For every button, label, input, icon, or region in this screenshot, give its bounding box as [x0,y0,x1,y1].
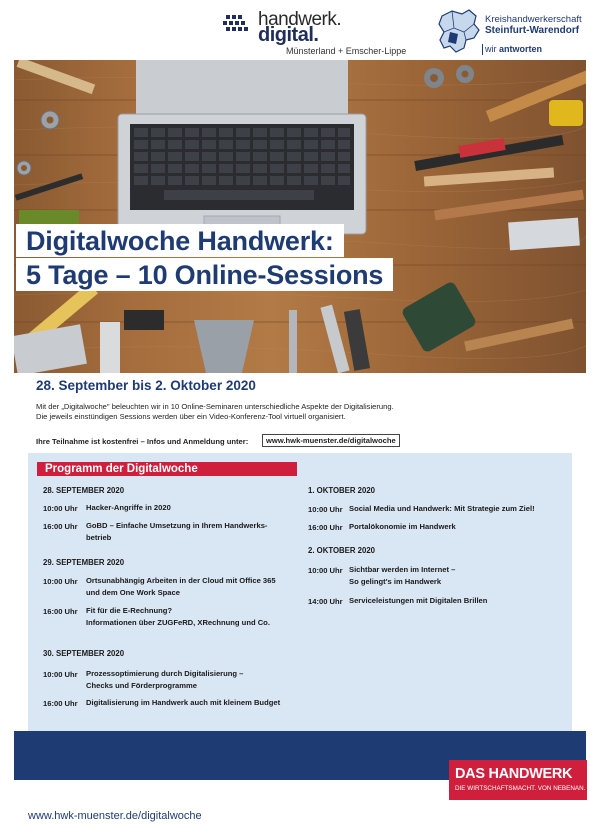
footer-url[interactable]: www.hwk-muenster.de/digitalwoche [28,810,202,822]
date-range: 28. September bis 2. Oktober 2020 [36,378,256,393]
kreishandwerkerschaft-logo [436,8,596,58]
kh-slogan: wir antworten [485,44,543,54]
day-heading: 30. SEPTEMBER 2020 [43,649,125,658]
session-title: Ortsunabhängig Arbeiten in der Cloud mit Office 365 [86,576,276,585]
session-time: 14:00 Uhr [308,597,343,606]
das-handwerk-logo [449,760,587,800]
handwerk-digital-logo [222,9,422,57]
session-title: Sichtbar werden im Internet – [349,565,456,574]
hero-image [14,60,586,373]
session-title-cont: So gelingt's im Handwerk [349,577,442,586]
hd-subtitle: Münsterland + Emscher-Lippe [286,46,407,56]
headline-line2: 5 Tage – 10 Online-Sessions [16,258,393,291]
session-title: Serviceleistungen mit Digitalen Brillen [349,596,488,605]
kh-divider [482,44,483,55]
session-title: Social Media und Handwerk: Mit Strategie zum Ziel! [349,504,535,513]
session-title: GoBD – Einfache Umsetzung in Ihrem Handwerks- [86,521,268,530]
session-title: Fit für die E-Rechnung? [86,606,173,615]
day-heading: 29. SEPTEMBER 2020 [43,558,125,567]
workbench-illustration [14,60,586,373]
session-title-cont: Informationen über ZUGFeRD, XRechnung und Co. [86,618,270,627]
session-title: Digitalisierung im Handwerk auch mit kleinem Budget [86,698,281,707]
session-time: 10:00 Uhr [43,670,78,679]
day-heading: 1. OKTOBER 2020 [308,486,376,495]
intro-paragraph-1: Mit der „Digitalwoche" beleuchten wir in 10 Online-Seminaren unterschiedliche Aspekte der Digitalisierung. [36,402,394,411]
session-title-cont: betrieb [86,533,112,542]
session-title-cont: Checks und Förderprogramme [86,681,197,690]
session-time: 10:00 Uhr [43,504,78,513]
hd-title-line1: handwerk. [258,9,342,30]
program-title: Programm der Digitalwoche [37,462,297,476]
intro-paragraph-2: Die jeweils einstündigen Sessions werden über ein Video-Konferenz-Tool virtuell organisiert. [36,412,346,421]
headline-line1: Digitalwoche Handwerk: [16,224,344,257]
registration-text: Ihre Teilnahme ist kostenfrei – Infos und Anmeldung unter: [36,437,249,446]
registration-link[interactable]: www.hwk-muenster.de/digitalwoche [262,434,400,447]
handwerk-digital-mark-icon [222,13,256,35]
session-time: 16:00 Uhr [43,699,78,708]
session-time: 16:00 Uhr [43,522,78,531]
day-heading: 2. OKTOBER 2020 [308,546,376,555]
day-heading: 28. SEPTEMBER 2020 [43,486,125,495]
session-time: 16:00 Uhr [308,523,343,532]
das-handwerk-claim: DIE WIRTSCHAFTSMACHT. VON NEBENAN. [455,785,586,792]
session-time: 10:00 Uhr [43,577,78,586]
hd-title-line2: digital. [258,24,319,46]
session-time: 10:00 Uhr [308,505,343,514]
region-map-icon [436,8,482,56]
session-title: Prozessoptimierung durch Digitalisierung – [86,669,244,678]
session-title: Portalökonomie im Handwerk [349,522,456,531]
session-title-cont: und dem One Work Space [86,588,180,597]
header [0,0,600,60]
kh-name-line1: Kreishandwerkerschaft [485,14,582,25]
session-time: 10:00 Uhr [308,566,343,575]
session-time: 16:00 Uhr [43,607,78,616]
das-handwerk-wordmark: DAS HANDWERK [455,766,573,782]
kh-name-line2: Steinfurt-Warendorf [485,25,580,36]
session-title: Hacker-Angriffe in 2020 [86,503,171,512]
